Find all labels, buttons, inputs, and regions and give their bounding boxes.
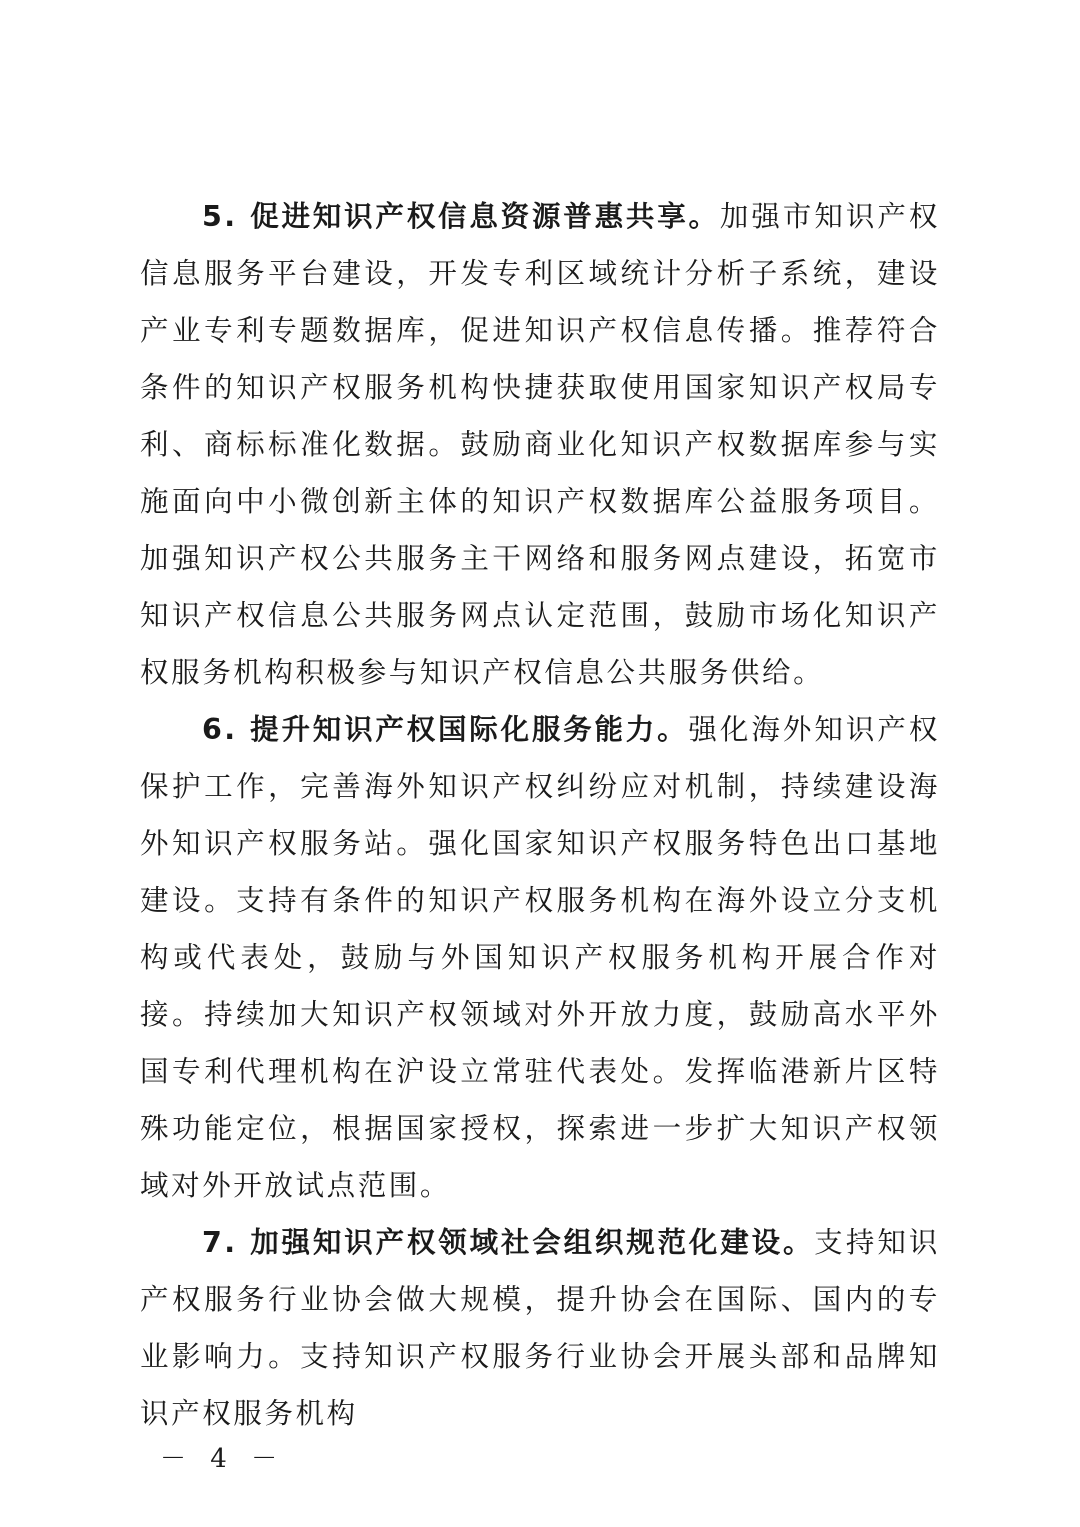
paragraph-5-heading: 5. 促进知识产权信息资源普惠共享。 [202, 200, 720, 233]
paragraph-6-body: 强化海外知识产权保护工作，完善海外知识产权纠纷应对机制，持续建设海外知识产权服务站。强化国家知识产权服务特色出口基地建设。支持有条件的知识产权服务机构在海外设立分支机构或代表处，鼓励与外国知识产权服务机构开展合作对接。持续加大知识产权领域对外开放力度，鼓励高水平外国专利代理机构在沪设立常驻代表处。发挥临港新片区特殊功能定位，根据国家授权，探索进一步扩大知识产权领域对外开放试点范围。 [140, 713, 940, 1202]
document-body [140, 188, 940, 1442]
paragraph-7 [140, 1214, 940, 1442]
paragraph-7-body: 支持知识产权服务行业协会做大规模，提升协会在国际、国内的专业影响力。支持知识产权服务行业协会开展头部和品牌知识产权服务机构 [140, 1226, 940, 1430]
paragraph-5 [140, 188, 940, 701]
paragraph-7-heading: 7. 加强知识产权领域社会组织规范化建设。 [202, 1226, 815, 1259]
paragraph-6 [140, 701, 940, 1214]
paragraph-6-heading: 6. 提升知识产权国际化服务能力。 [202, 713, 689, 746]
paragraph-5-body: 加强市知识产权信息服务平台建设，开发专利区域统计分析子系统，建设产业专利专题数据库，促进知识产权信息传播。推荐符合条件的知识产权服务机构快捷获取使用国家知识产权局专利、商标标准化数据。鼓励商业化知识产权数据库参与实施面向中小微创新主体的知识产权数据库公益服务项目。加强知识产权公共服务主干网络和服务网点建设，拓宽市知识产权信息公共服务网点认定范围，鼓励市场化知识产权服务机构积极参与知识产权信息公共服务供给。 [140, 200, 941, 689]
page-number: － 4 － [160, 1444, 286, 1474]
